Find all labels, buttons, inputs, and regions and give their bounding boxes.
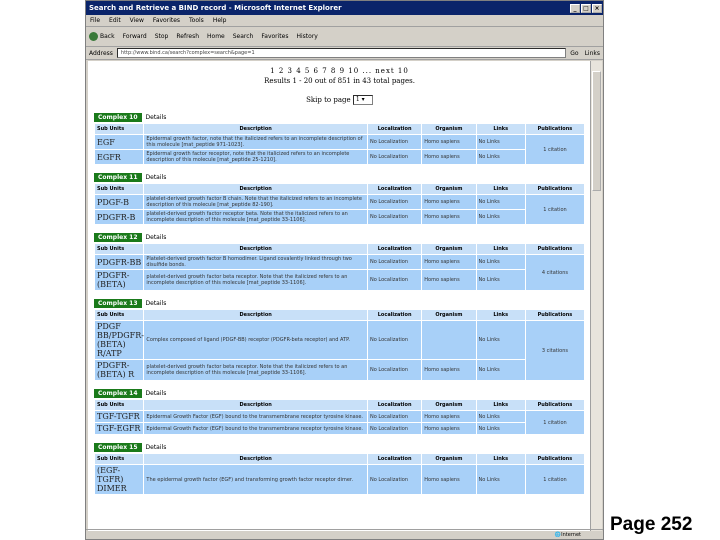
complex-header: [94, 299, 585, 308]
table-row: [95, 270, 584, 290]
title-bar: [86, 1, 603, 15]
subunit-cell[interactable]: PDGF-B: [95, 195, 143, 209]
column-header: Localization: [368, 310, 421, 320]
skip-to-page: [88, 95, 591, 105]
address-label: Address: [89, 49, 113, 57]
organism-cell[interactable]: Homo sapiens: [422, 135, 475, 149]
complex-id[interactable]: Complex 11: [94, 173, 142, 182]
column-header: Organism: [422, 400, 475, 410]
subunit-cell[interactable]: TGF-TGFR: [95, 411, 143, 422]
details-link[interactable]: Details: [145, 174, 167, 181]
complex-header: [94, 443, 585, 452]
address-bar: [86, 47, 603, 60]
back-icon: [89, 32, 98, 41]
complex-block: [88, 113, 591, 165]
page-label: Page 252: [610, 514, 693, 535]
complex-table: [94, 183, 585, 225]
complex-table: [94, 309, 585, 381]
column-header: Organism: [422, 244, 475, 254]
complex-block: [88, 299, 591, 381]
column-header: Sub Units: [95, 184, 143, 194]
column-header: Sub Units: [95, 244, 143, 254]
window-title: Search and Retrieve a BIND record - Microsoft Internet Explorer: [89, 4, 342, 12]
details-link[interactable]: Details: [145, 444, 167, 451]
links-cell[interactable]: No Links: [477, 360, 525, 380]
subunit-cell[interactable]: EGFR: [95, 150, 143, 164]
complex-table: [94, 399, 585, 435]
subunit-cell[interactable]: PDGFR-(BETA) R: [95, 360, 143, 380]
links-cell[interactable]: No Links: [477, 465, 525, 494]
subunit-cell[interactable]: TGF-EGFR: [95, 423, 143, 434]
organism-cell[interactable]: Homo sapiens: [422, 465, 475, 494]
column-header: Localization: [368, 400, 421, 410]
description-cell: Epidermal Growth Factor (EGF) bound to the transmembrane receptor tyrosine kinase.: [144, 411, 367, 422]
column-header: Publications: [526, 400, 584, 410]
complex-list: [88, 113, 591, 495]
browser-window: [85, 0, 604, 540]
organism-cell[interactable]: Homo sapiens: [422, 411, 475, 422]
menu-bar: [86, 15, 603, 27]
links-cell[interactable]: No Links: [477, 150, 525, 164]
localization-cell: No Localization: [368, 135, 421, 149]
details-link[interactable]: Details: [145, 234, 167, 241]
vertical-scrollbar[interactable]: [590, 61, 602, 531]
column-header: Publications: [526, 310, 584, 320]
column-header: Organism: [422, 184, 475, 194]
column-header: Description: [144, 184, 367, 194]
address-input[interactable]: http://www.bind.ca/search?complex=search&page=1: [117, 48, 566, 58]
search-button[interactable]: Search: [232, 33, 254, 40]
publications-link[interactable]: 1 citation: [526, 411, 584, 434]
internet-zone-icon: 🌐: [554, 531, 562, 538]
complex-block: [88, 173, 591, 225]
complex-block: [88, 233, 591, 291]
column-header: Publications: [526, 244, 584, 254]
table-row: [95, 321, 584, 359]
column-header: Localization: [368, 184, 421, 194]
column-header: Description: [144, 124, 367, 134]
description-cell: platelet-derived growth factor receptor beta. Note that the italicized refers to an incomplete description of this molecule [mat_peptide 33-1106].: [144, 210, 367, 224]
column-header: Localization: [368, 454, 421, 464]
toolbar: [86, 27, 603, 47]
table-row: [95, 195, 584, 209]
localization-cell: No Localization: [368, 270, 421, 290]
complex-table: [94, 243, 585, 291]
subunit-cell[interactable]: PDGFR-B: [95, 210, 143, 224]
complex-id[interactable]: Complex 14: [94, 389, 142, 398]
complex-id[interactable]: Complex 15: [94, 443, 142, 452]
organism-cell[interactable]: Homo sapiens: [422, 270, 475, 290]
column-header: Sub Units: [95, 124, 143, 134]
description-cell: platelet-derived growth factor beta receptor. Note that the italicized refers to an incomplete description of this molecule [mat_peptide 33-1106].: [144, 270, 367, 290]
complex-id[interactable]: Complex 12: [94, 233, 142, 242]
localization-cell: No Localization: [368, 195, 421, 209]
column-header: Organism: [422, 124, 475, 134]
column-header: Links: [477, 184, 525, 194]
subunit-cell[interactable]: PDGFR-(BETA): [95, 270, 143, 290]
column-header: Links: [477, 124, 525, 134]
publications-link[interactable]: 3 citations: [526, 321, 584, 380]
column-header: Publications: [526, 124, 584, 134]
close-button[interactable]: ×: [592, 4, 602, 13]
column-header: Description: [144, 310, 367, 320]
scroll-thumb[interactable]: [592, 71, 601, 191]
complex-header: [94, 173, 585, 182]
history-button[interactable]: History: [296, 33, 318, 40]
column-header: Sub Units: [95, 454, 143, 464]
organism-cell[interactable]: Homo sapiens: [422, 255, 475, 269]
localization-cell: No Localization: [368, 423, 421, 434]
complex-table: [94, 123, 585, 165]
menu-favorites[interactable]: Favorites: [152, 17, 181, 24]
subunit-cell[interactable]: EGF: [95, 135, 143, 149]
forward-button[interactable]: Forward: [122, 33, 147, 40]
refresh-button[interactable]: Refresh: [176, 33, 200, 40]
column-header: Organism: [422, 310, 475, 320]
column-header: Sub Units: [95, 310, 143, 320]
complex-table: [94, 453, 585, 495]
links-cell[interactable]: No Links: [477, 423, 525, 434]
stop-button[interactable]: Stop: [154, 33, 169, 40]
back-button[interactable]: Back: [89, 32, 115, 41]
links-cell[interactable]: No Links: [477, 255, 525, 269]
pagination[interactable]: 1 2 3 4 5 6 7 8 9 10 ... next 10: [270, 67, 409, 75]
publications-link[interactable]: 1 citation: [526, 135, 584, 164]
table-row: [95, 150, 584, 164]
description-cell: platelet-derived growth factor B chain. Note that the italicized refers to an incomplete description of this molecule [mat_peptide 82-190].: [144, 195, 367, 209]
links-cell[interactable]: No Links: [477, 270, 525, 290]
table-row: [95, 255, 584, 269]
go-button[interactable]: Go: [570, 49, 579, 57]
organism-cell[interactable]: Homo sapiens: [422, 195, 475, 209]
description-cell: Complex composed of ligand (PDGF-BB) receptor (PDGFR-beta receptor) and ATP.: [144, 321, 367, 359]
page-select[interactable]: 1 ▾: [353, 95, 373, 105]
minimize-button[interactable]: _: [570, 4, 580, 13]
column-header: Description: [144, 454, 367, 464]
table-row: [95, 210, 584, 224]
column-header: Links: [477, 454, 525, 464]
column-header: Links: [477, 244, 525, 254]
links-cell[interactable]: No Links: [477, 321, 525, 359]
description-cell: Platelet-derived growth factor B homodimer. Ligand covalently linked through two disulfide bonds.: [144, 255, 367, 269]
links-cell[interactable]: No Links: [477, 411, 525, 422]
links-cell[interactable]: No Links: [477, 210, 525, 224]
menu-tools[interactable]: Tools: [189, 17, 204, 24]
localization-cell: No Localization: [368, 210, 421, 224]
complex-header: [94, 113, 585, 122]
skip-label: Skip to page: [306, 96, 351, 104]
favorites-button[interactable]: Favorites: [261, 33, 289, 40]
complex-block: [88, 443, 591, 495]
subunit-cell[interactable]: (EGF-TGFR) DIMER: [95, 465, 143, 494]
localization-cell: No Localization: [368, 465, 421, 494]
description-cell: platelet-derived growth factor beta receptor. Note that the italicized refers to an incomplete description of this molecule [mat_peptide 33-1106].: [144, 360, 367, 380]
menu-view[interactable]: View: [129, 17, 144, 24]
publications-link[interactable]: 1 citation: [526, 195, 584, 224]
column-header: Sub Units: [95, 400, 143, 410]
table-row: [95, 465, 584, 494]
complex-header: [94, 233, 585, 242]
menu-help[interactable]: Help: [212, 17, 227, 24]
organism-cell[interactable]: Homo sapiens: [422, 360, 475, 380]
home-button[interactable]: Home: [207, 33, 225, 40]
menu-edit[interactable]: Edit: [109, 17, 121, 24]
page-content: [88, 61, 591, 531]
complex-id[interactable]: Complex 13: [94, 299, 142, 308]
details-link[interactable]: Details: [145, 390, 167, 397]
publications-link[interactable]: 1 citation: [526, 465, 584, 494]
column-header: Localization: [368, 244, 421, 254]
complex-block: [88, 389, 591, 435]
description-cell: Epidermal Growth Factor (EGF) bound to the transmembrane receptor tyrosine kinase.: [144, 423, 367, 434]
column-header: Organism: [422, 454, 475, 464]
description-cell: Epidermal growth factor receptor, note that the italicized refers to an incomplete description of this molecule [mat_peptide 25-1210].: [144, 150, 367, 164]
localization-cell: No Localization: [368, 150, 421, 164]
status-bar: [86, 529, 603, 539]
localization-cell: No Localization: [368, 321, 421, 359]
table-row: [95, 423, 584, 434]
details-link[interactable]: Details: [145, 114, 167, 121]
column-header: Links: [477, 400, 525, 410]
organism-cell[interactable]: Homo sapiens: [422, 423, 475, 434]
subunit-cell[interactable]: PDGFR-BB: [95, 255, 143, 269]
column-header: Publications: [526, 184, 584, 194]
column-header: Links: [477, 310, 525, 320]
menu-file[interactable]: File: [90, 17, 101, 24]
column-header: Description: [144, 400, 367, 410]
column-header: Publications: [526, 454, 584, 464]
column-header: Localization: [368, 124, 421, 134]
table-row: [95, 411, 584, 422]
complex-header: [94, 389, 585, 398]
description-cell: Epidermal growth factor, note that the italicized refers to an incomplete description of this molecule [mat_peptide 971-1023].: [144, 135, 367, 149]
maximize-button[interactable]: □: [581, 4, 591, 13]
subunit-cell[interactable]: PDGF BB/PDGFR-(BETA) R/ATP: [97, 322, 144, 358]
organism-cell[interactable]: [422, 321, 475, 359]
organism-cell[interactable]: Homo sapiens: [422, 210, 475, 224]
description-cell: The epidermal growth factor (EGF) and transforming growth factor receptor dimer.: [144, 465, 367, 494]
localization-cell: No Localization: [368, 255, 421, 269]
links-cell[interactable]: No Links: [477, 195, 525, 209]
localization-cell: No Localization: [368, 411, 421, 422]
table-row: [95, 135, 584, 149]
table-row: [95, 360, 584, 380]
zone-label: Internet: [561, 531, 581, 538]
publications-link[interactable]: 4 citations: [526, 255, 584, 290]
localization-cell: No Localization: [368, 360, 421, 380]
results-count: Results 1 - 20 out of 851 in 43 total pages.: [264, 77, 415, 85]
complex-id[interactable]: Complex 10: [94, 113, 142, 122]
links-button[interactable]: Links: [584, 49, 600, 57]
details-link[interactable]: Details: [145, 300, 167, 307]
column-header: Description: [144, 244, 367, 254]
organism-cell[interactable]: Homo sapiens: [422, 150, 475, 164]
links-cell[interactable]: No Links: [477, 135, 525, 149]
